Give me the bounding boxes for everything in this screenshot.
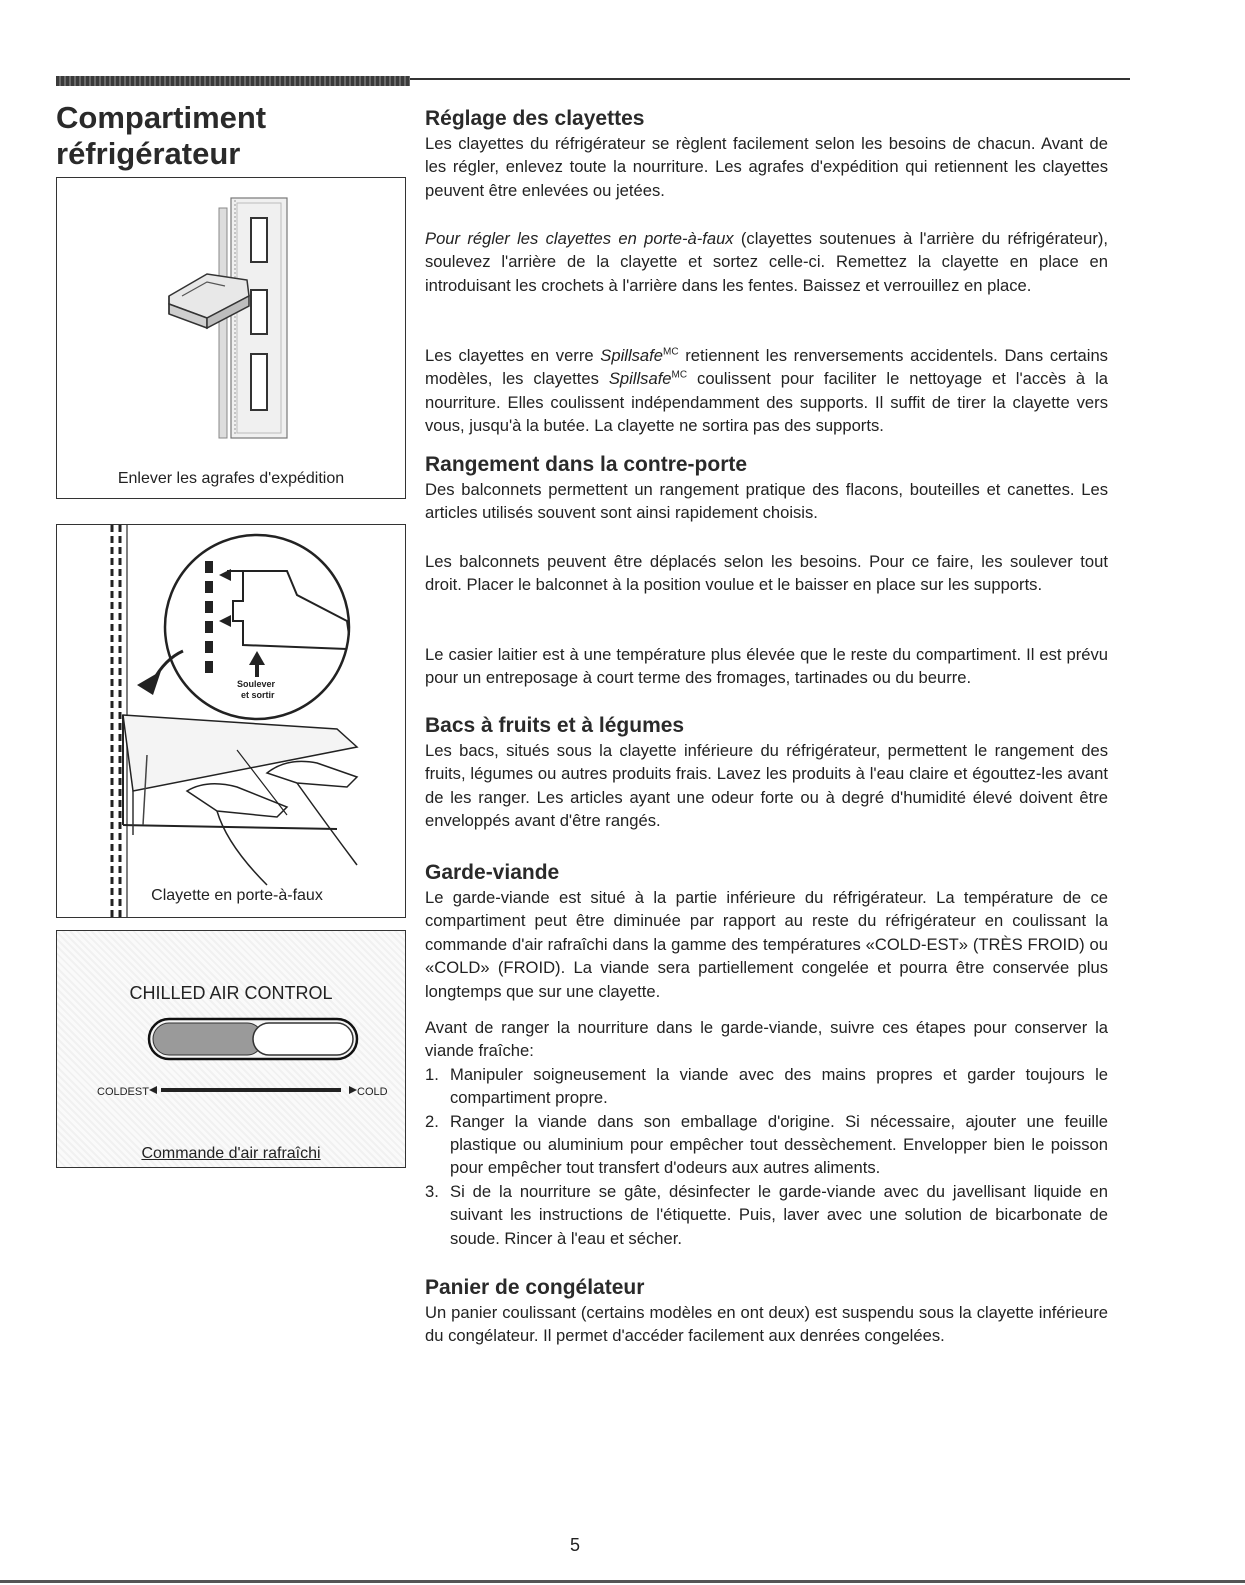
step-number: 1. [425, 1064, 439, 1084]
paragraph: Le casier laitier est à une température plus élevée que le reste du compartiment. Il est prévu pour un entreposage à court terme des fromages, tartinades ou du beurre. [425, 645, 1108, 688]
heading-reglage: Réglage des clayettes [425, 107, 645, 130]
section-reglage-spillsafe [425, 344, 1108, 438]
slider-knob [153, 1023, 263, 1055]
paragraph-text: Les clayettes en verre [425, 346, 601, 365]
paragraph-text: (clayettes soutenues à l'arrière du réfrigérateur), soulevez l'arrière de la clayette et sortez celle-ci. Remettez la clayette en place en introduisant les crochets à l'arrière dans les fentes. Baissez et verrouillez en place. [425, 229, 1108, 295]
step-text: Manipuler soigneusement la viande avec des mains propres et garder toujours le compartiment propre. [450, 1064, 1108, 1108]
step-number: 3. [425, 1181, 439, 1201]
figure-caption: Enlever les agrafes d'expédition [117, 470, 345, 487]
steps-list [425, 1063, 1108, 1250]
cold-label: COLD [357, 1086, 388, 1098]
figure-chilled-air-control [56, 930, 406, 1168]
section-panier [425, 1275, 1108, 1348]
figure-shipping-clips [56, 177, 406, 499]
paragraph: Les clayettes du réfrigérateur se règlent facilement selon les besoins de chacun. Avant de les régler, enlevez toute la nourriture. Les agrafes d'expédition qui retiennent les clayettes peuvent être enlevées ou jetées. [425, 134, 1108, 200]
bottom-rule [0, 1580, 1245, 1583]
lift-label-line1: Soulever [237, 679, 276, 689]
italic-text: Pour régler les clayettes en porte-à-faux [425, 229, 734, 248]
section-garde-viande [425, 860, 1108, 1003]
coldest-label: COLDEST [97, 1086, 149, 1098]
arrow-icon [137, 671, 161, 695]
shipping-clip-illustration [57, 178, 405, 468]
trademark: MC [663, 346, 679, 358]
temperature-scale [161, 1088, 341, 1092]
section-garde-viande-steps [425, 1016, 1108, 1250]
section-rangement-p3 [425, 643, 1108, 690]
paragraph-text: coulissent pour faciliter le nettoyage et l'accès à la nourriture. Elles coulissent indépendamment des supports. Il suffit de tirer la clayette vers vous, jusqu'à la butée. La clayette ne sortira pas des supports. [425, 369, 1109, 436]
header-rule [410, 78, 1130, 80]
paragraph: Les balconnets peuvent être déplacés selon les besoins. Pour ce faire, les soulever tout droit. Placer le balconnet à la position voulue et le baisser en place sur les supports. [425, 552, 1108, 595]
heading-panier: Panier de congélateur [425, 1276, 645, 1299]
heading-garde-viande: Garde-viande [425, 861, 560, 884]
brand-name: Spillsafe [600, 346, 664, 365]
list-item [425, 1063, 1108, 1110]
section-title-line2: réfrigérateur [56, 136, 241, 171]
heading-rangement: Rangement dans la contre-porte [425, 453, 748, 476]
trademark: MC [671, 369, 688, 381]
figure-caption: Clayette en porte-à-faux [151, 887, 323, 904]
step-text: Ranger la viande dans son emballage d'origine. Si nécessaire, ajouter une feuille plastique ou aluminium pour empêcher tout dessèchement. Envelopper bien le poisson pour empêcher tout transfert d'odeurs aux autres aliments. [450, 1111, 1108, 1178]
list-item [425, 1110, 1108, 1180]
paragraph: Des balconnets permettent un rangement pratique des flacons, bouteilles et canettes. Les articles utilisés souvent sont ainsi rapidement choisis. [425, 480, 1108, 523]
page-number: 5 [569, 1535, 580, 1555]
section-rangement-p2 [425, 550, 1108, 597]
figure-caption: Commande d'air rafraîchi [141, 1145, 321, 1162]
paragraph [425, 344, 1108, 438]
step-number: 2. [425, 1111, 439, 1131]
figure-cantilever-shelf [56, 524, 406, 918]
header-bar-dark [56, 76, 410, 86]
control-title: CHILLED AIR CONTROL [129, 983, 333, 1003]
section-title [56, 100, 396, 172]
cantilever-shelf-illustration [57, 525, 405, 917]
paragraph: Avant de ranger la nourriture dans le garde-viande, suivre ces étapes pour conserver la viande fraîche: [425, 1018, 1108, 1061]
paragraph [425, 227, 1108, 297]
step-text: Si de la nourriture se gâte, désinfecter le garde-viande avec du javellisant liquide en suivant les instructions de l'étiquette. Puis, laver avec une solution de bicarbonate de soude. Rincer à l'eau et sécher. [450, 1181, 1108, 1248]
paragraph: Le garde-viande est situé à la partie inférieure du réfrigérateur. La température de ce compartiment peut être diminuée par rapport au reste du réfrigérateur en coulissant la commande d'air rafraîchi dans la gamme des températures «COLD-EST» (TRÈS FROID) ou «COLD» (FROID). La viande sera partiellement congelée et pourra être conservée plus longtemps que sur une clayette. [425, 888, 1108, 1001]
section-title-line1: Compartiment [56, 100, 267, 135]
section-reglage-cantilever [425, 227, 1108, 297]
paragraph: Un panier coulissant (certains modèles en ont deux) est suspendu sous la clayette inférieure du congélateur. Il permet d'accéder facilement aux denrées congelées. [425, 1303, 1108, 1346]
paragraph-text: retiennent les renversements accidentels. Dans certains modèles, les clayettes [425, 346, 1108, 389]
list-item [425, 1180, 1108, 1250]
air-control-slider-illustration [57, 931, 405, 1141]
section-bacs [425, 713, 1108, 833]
heading-bacs: Bacs à fruits et à légumes [425, 714, 685, 737]
section-rangement [425, 452, 1108, 525]
brand-name: Spillsafe [608, 369, 672, 389]
lift-label-line2: et sortir [241, 690, 275, 700]
section-reglage [425, 106, 1108, 202]
paragraph: Les bacs, situés sous la clayette inférieure du réfrigérateur, permettent le rangement des fruits, légumes ou autres produits frais. Lavez les produits à l'eau claire et égouttez-les avant de les ranger. Les articles ayant une odeur forte ou à degré d'humidité élevé doivent être enveloppés avant d'être rangés. [425, 741, 1108, 831]
